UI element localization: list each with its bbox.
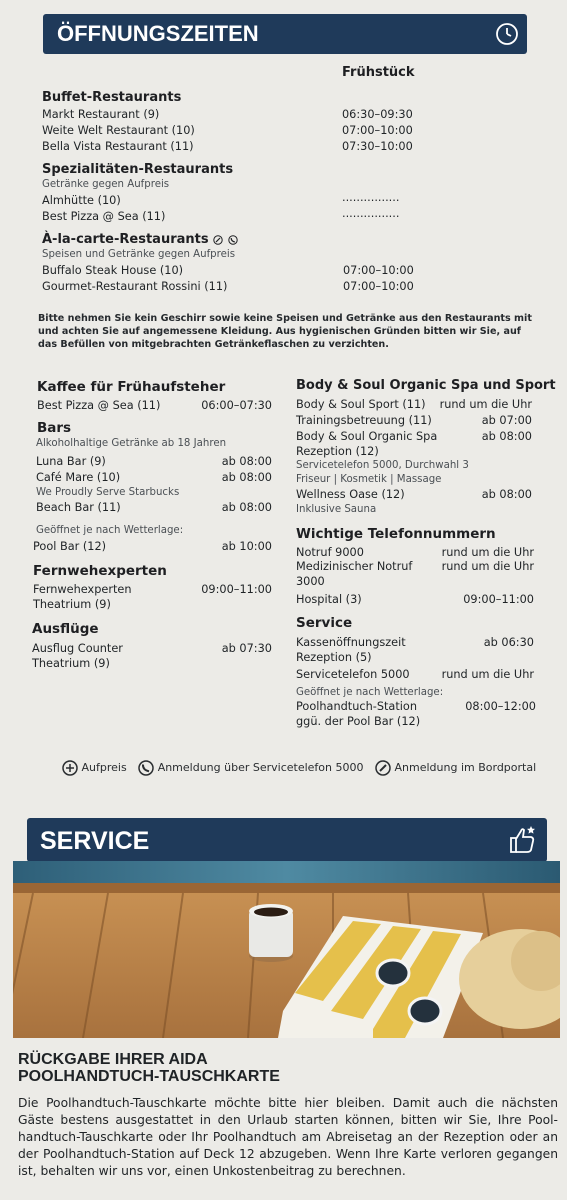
special-restaurants-heading: Spezialitäten-Restaurants	[42, 162, 234, 177]
list-item: 3000	[296, 575, 325, 588]
legend-phone: Anmeldung über Servicetelefon 5000	[157, 761, 364, 774]
spa-service-phone: Servicetelefon 5000, Durchwahl 3	[296, 460, 469, 471]
phone-icon	[228, 235, 238, 245]
pencil-circle-icon	[375, 760, 391, 776]
fernweh-heading: Fernwehexperten	[33, 563, 167, 579]
time-value: 08:00–12:00	[465, 700, 536, 713]
list-item: Bella Vista Restaurant (11)	[42, 140, 194, 153]
thumbs-up-icon	[507, 824, 537, 856]
time-value: 09:00–11:00	[463, 593, 534, 606]
list-item: Body & Soul Sport (11)	[296, 398, 426, 411]
list-item: Rezeption (12)	[296, 445, 379, 458]
kaffee-heading: Kaffee für Frühaufsteher	[37, 379, 226, 395]
time-value: ab 08:00	[481, 430, 532, 443]
list-item: Best Pizza @ Sea (11)	[42, 210, 166, 223]
breakfast-column-header: Frühstück	[342, 65, 415, 80]
legend	[62, 759, 542, 777]
plus-circle-icon	[62, 760, 78, 776]
ausfluege-heading: Ausflüge	[32, 621, 99, 637]
bars-heading: Bars	[37, 420, 72, 436]
list-item: Café Mare (10)	[36, 471, 121, 484]
sauna-note: Inklusive Sauna	[296, 504, 377, 515]
time-value: 07:00–10:00	[342, 124, 413, 137]
time-value: rund um die Uhr	[441, 546, 534, 559]
time-value: 07:00–10:00	[343, 280, 414, 293]
time-value: 09:00–11:00	[201, 583, 272, 596]
list-item: Markt Restaurant (9)	[42, 108, 160, 121]
time-value: rund um die Uhr	[439, 398, 532, 411]
list-item: Pool Bar (12)	[33, 540, 107, 553]
weather-note: Geöffnet je nach Wetterlage:	[36, 525, 184, 536]
time-value: ab 08:00	[481, 488, 532, 501]
list-item: Rezeption (5)	[296, 651, 372, 664]
clock-icon	[495, 22, 519, 46]
opening-hours-title: ÖFFNUNGSZEITEN	[57, 21, 259, 46]
list-item: Luna Bar (9)	[36, 455, 106, 468]
list-item: Almhütte (10)	[42, 194, 121, 207]
time-value: ab 10:00	[221, 540, 272, 553]
list-item: ggü. der Pool Bar (12)	[296, 715, 421, 728]
list-item: Notruf 9000	[296, 546, 364, 559]
pool-deck-illustration	[13, 861, 560, 1038]
alacarte-heading	[42, 232, 238, 248]
time-value: 07:30–10:00	[342, 140, 413, 153]
list-item: Fernwehexperten	[33, 583, 132, 596]
alacarte-heading-text: À-la-carte-Restaurants	[42, 232, 209, 247]
service-banner	[27, 818, 547, 862]
list-item: Theatrium (9)	[33, 598, 111, 611]
time-value: ................	[342, 207, 400, 220]
list-item: Gourmet-Restaurant Rossini (11)	[42, 280, 228, 293]
time-value: 06:30–09:30	[342, 108, 413, 121]
phone-icon	[138, 760, 154, 776]
spa-services: Friseur | Kosmetik | Massage	[296, 474, 442, 485]
time-value: ab 07:30	[221, 642, 272, 655]
list-item: Ausflug Counter	[32, 642, 123, 655]
article-body: Die Poolhandtuch-Tauschkarte möchte bitte hier bleiben. Damit auch die nächsten Gäste bestens ausgestattet in den Urlaub starten können, bitten wir Sie, Ihre Pool- handtuch-Tauschkarte oder Ihr Poolhandtuch am Abreisetag an der Rezeption oder an der Poolhandtuch-Station auf Deck 12 abzugeben. Wenn Ihre Karte verloren gegangen ist, behalten wir uns vor, einen Unkostenbeitrag zu berechnen.	[18, 1096, 558, 1178]
buffet-heading: Buffet-Restaurants	[42, 90, 182, 105]
weather-note: Geöffnet je nach Wetterlage:	[296, 687, 444, 698]
list-item: Buffalo Steak House (10)	[42, 264, 184, 277]
time-value: rund um die Uhr	[441, 560, 534, 573]
list-item: Body & Soul Organic Spa	[296, 430, 438, 443]
list-item: Best Pizza @ Sea (11)	[37, 399, 161, 412]
time-value: 07:00–10:00	[343, 264, 414, 277]
pencil-icon	[213, 235, 223, 245]
article-title	[18, 1051, 280, 1085]
time-value: rund um die Uhr	[441, 668, 534, 681]
legend-portal: Anmeldung im Bordportal	[394, 761, 537, 774]
time-value: 06:00–07:30	[201, 399, 272, 412]
list-item: Theatrium (9)	[32, 657, 110, 670]
phones-heading: Wichtige Telefonnummern	[296, 526, 496, 542]
list-item: Hospital (3)	[296, 593, 362, 606]
list-item: Kassenöffnungszeit	[296, 636, 406, 649]
time-value: ab 08:00	[221, 455, 272, 468]
opening-hours-banner	[43, 14, 527, 54]
time-value: ab 08:00	[221, 471, 272, 484]
special-restaurants-subtitle: Getränke gegen Aufpreis	[42, 179, 170, 190]
time-value: ab 06:30	[483, 636, 534, 649]
list-item: Trainingsbetreuung (11)	[296, 414, 432, 427]
spa-heading: Body & Soul Organic Spa und Sport	[296, 378, 556, 393]
alacarte-subtitle: Speisen und Getränke gegen Aufpreis	[42, 249, 236, 260]
service-heading: Service	[296, 615, 353, 631]
list-item: Wellness Oase (12)	[296, 488, 405, 501]
list-item: Servicetelefon 5000	[296, 668, 410, 681]
service-title: SERVICE	[40, 827, 150, 855]
notice-text: Bitte nehmen Sie kein Geschirr sowie keine Speisen und Getränke aus den Restaurants mit und achten Sie auf angemessene Kleidung. Aus hygienischen Gründen bitten wir Sie, auf das Befüllen von mitgebrachten Getränkeflaschen zu verzichten.	[38, 313, 532, 350]
list-item: Medizinischer Notruf	[296, 560, 413, 573]
article-title-line-1: RÜCKGABE IHRER AIDA	[18, 1051, 208, 1068]
article-title-line-2: POOLHANDTUCH-TAUSCHKARTE	[18, 1068, 280, 1085]
list-item: Poolhandtuch-Station	[296, 700, 417, 713]
time-value: ab 07:00	[481, 414, 532, 427]
starbucks-note: We Proudly Serve Starbucks	[36, 487, 180, 498]
bars-subtitle: Alkoholhaltige Getränke ab 18 Jahren	[36, 438, 227, 449]
time-value: ................	[342, 191, 400, 204]
list-item: Beach Bar (11)	[36, 501, 121, 514]
pool-deck-photo	[13, 861, 560, 1038]
list-item: Weite Welt Restaurant (10)	[42, 124, 195, 137]
time-value: ab 08:00	[221, 501, 272, 514]
legend-aufpreis: Aufpreis	[81, 761, 127, 774]
